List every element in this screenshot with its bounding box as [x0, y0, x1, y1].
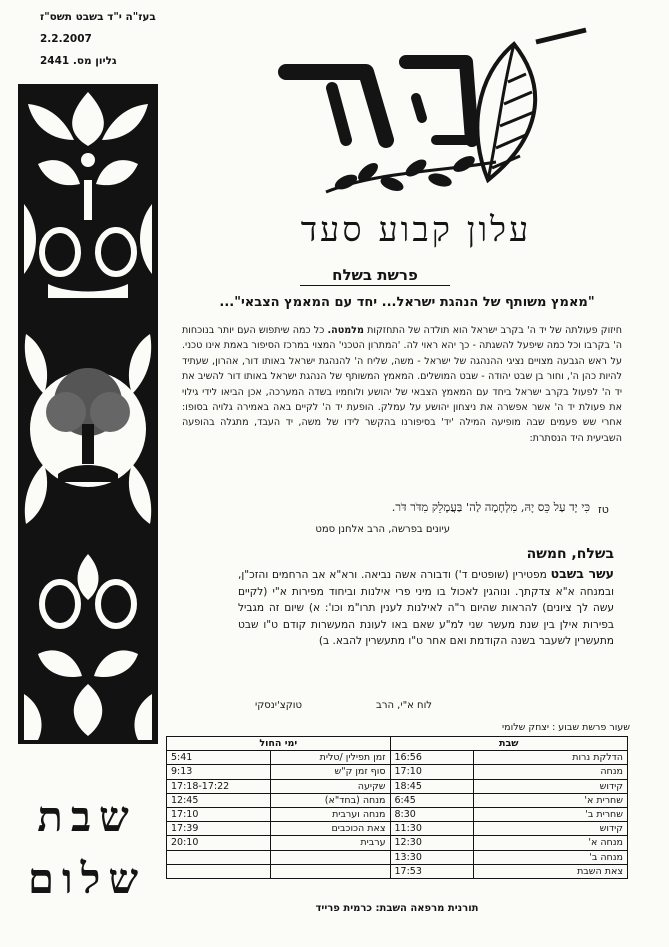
- leaf-icon: [477, 30, 586, 180]
- parasha-title: פרשת בשלח: [300, 266, 450, 286]
- clinic-duty-credit: תורנית מרפאה השבת: כרמית פרייד: [315, 903, 479, 914]
- weekday-label: [270, 864, 390, 878]
- weekday-label: סוף זמן ק"ש: [270, 765, 390, 779]
- verse-number: טז: [598, 503, 609, 516]
- section-lead-bold: עשר בשבט: [550, 566, 614, 581]
- weekday-label: צאת הכוכבים: [270, 822, 390, 836]
- shabbat-time: 12:30: [390, 836, 474, 850]
- weekday-time: 17:18-17:22: [167, 779, 271, 793]
- table-row: [167, 850, 628, 864]
- weekday-label: מנחה (בחד"א): [270, 793, 390, 807]
- weekday-time: 9:13: [167, 765, 271, 779]
- shabbat-shalom-greeting: [8, 786, 166, 916]
- weekday-label: שקיעה: [270, 779, 390, 793]
- section-title: בשלח, חמשה: [526, 546, 614, 562]
- shabbat-time: 11:30: [390, 822, 474, 836]
- shabbat-label: שחרית א': [474, 793, 628, 807]
- shabbat-label: מנחה: [474, 765, 628, 779]
- floral-ornament-panel: [18, 84, 158, 744]
- section-body: [238, 566, 614, 650]
- section-text: מפטירין (שופטים ד') ודבורה אשה נביאה. ורא"א אב הרחמים והזכ"ן, ובמנחה א"א צדקתך. ונוהגין לאכול בו מיני פרי אילנות וביחוד מפירות א"י (לקיים עשה לך ציונים) להראות שהיום ר"ה לאילנות לענין תרו"מ וכו': א) שיום זה מגביל בפירות אילן בין שנת מעשר שני למ"ע שאם באו לעונת המעשרות קודם ט"ו שבט מתעשרין לשעבר בשנה הקודמת ואם אחר ט"ו מתעשרין להבא. ב): [238, 569, 614, 648]
- verse-quote: כִּי יָד עַל כֵּס יָהּ, מִלְחָמָה לַה' בַּעֲמָלֵק מִדֹּר דֹּר.: [391, 500, 590, 514]
- table-row: [167, 779, 628, 793]
- hebrew-date: בעז"ה י"ד בשבט תשס"ז: [40, 11, 156, 23]
- article-lead-bold: מלמטה.: [327, 325, 364, 336]
- masthead-subtitle: עלון קבוע סעד: [300, 210, 532, 250]
- shabbat-time: 16:56: [390, 751, 474, 765]
- weekday-time: 17:10: [167, 807, 271, 821]
- weekday-label: [270, 850, 390, 864]
- shabbat-header: שבת: [390, 737, 627, 751]
- shabbat-time: 8:30: [390, 807, 474, 821]
- weekday-label: ערבית: [270, 836, 390, 850]
- weekday-time: [167, 864, 271, 878]
- weekday-time: 20:10: [167, 836, 271, 850]
- table-row: [167, 807, 628, 821]
- weekday-time: 5:41: [167, 751, 271, 765]
- shabbat-label: קידוש: [474, 822, 628, 836]
- source-byline: עיונים בפרשה, הרב אלחנן סמט: [315, 524, 450, 535]
- shabbat-label: הדלקת נרות: [474, 751, 628, 765]
- table-row: [167, 793, 628, 807]
- issue-info: [40, 6, 168, 72]
- civil-date: 2.2.2007: [40, 33, 92, 45]
- table-header-row: [167, 737, 628, 751]
- weekday-time: [167, 850, 271, 864]
- table-row: [167, 822, 628, 836]
- table-row: [167, 751, 628, 765]
- shabbat-time: 13:30: [390, 850, 474, 864]
- weekday-time: 12:45: [167, 793, 271, 807]
- article-body: [182, 323, 622, 446]
- table-row: [167, 765, 628, 779]
- weekday-label: זמן תפילין /טלית: [270, 751, 390, 765]
- table-row: [167, 864, 628, 878]
- weekday-label: מנחה וערבית: [270, 807, 390, 821]
- article-lead: חיזוק פעולתה של יד ה' בקרב ישראל הוא תולדה של התחזקות: [367, 325, 622, 336]
- shabbat-label: שחרית ב': [474, 807, 628, 821]
- masthead-logo: [236, 22, 596, 212]
- shabbat-label: צאת השבת: [474, 864, 628, 878]
- shabbat-time: 17:10: [390, 765, 474, 779]
- weekday-header: ימי החול: [167, 737, 391, 751]
- weekly-lesson-note: שעור פרשת שבוע : יצחק שלומי: [502, 722, 630, 733]
- prayer-schedule-table: [166, 736, 628, 879]
- calendar-source-title: לוח א"י, הרב: [376, 700, 432, 711]
- weekday-time: 17:39: [167, 822, 271, 836]
- greeting-line-2: שלום: [27, 854, 147, 903]
- article-text: כל כמה שיתפוש העם יותר בנוכחות ה' בקרבו וכל כמה שיפעל להשגתה - כך יהא ראוי לה. 'המתרון הטכני' המצוי במרכז הסיפור באמת אינו טכני. על ראש הגבעה מצויים נציגי ההנהגה של ישראל - משה, שליח ה' להנהגת ישראל באותו דור, אהרון, שעתיד להיות כהן ה', וחור בן שבט יהודה - שבט המושלים. המאמץ המשותף של הנהגת ישראל באותו דור להשיב את יד ה' לפעול בקרב ישראל ביחד עם המאמץ הצבאי של יהושע ולוחמיו בשדה המערכה, אכן הביאו לידי גילוי את פעולת יד ה' אשר אפשרה את ניצחון יהושע על עמלק. הופעת יד ה' לקיים באה באמירה גלויה בסופו: אחרי שש פעמים שבה מופיעה המילה 'יד' בסיפורנו בהקשר לידו של משה, יד העבד, מתגלה בהופעה השביעית היד הנסתרת:: [182, 325, 622, 444]
- article-headline: "מאמץ משותף של הנהגת ישראל... יחד עם המאמץ הצבאי"...: [219, 295, 595, 310]
- shabbat-time: 6:45: [390, 793, 474, 807]
- greeting-line-1: שבת: [37, 792, 137, 841]
- shabbat-label: מנחה ב': [474, 850, 628, 864]
- shabbat-time: 17:53: [390, 864, 474, 878]
- issue-number: גליון מס. 2441: [40, 55, 117, 67]
- calendar-source-line: [196, 700, 582, 714]
- table-row: [167, 836, 628, 850]
- calendar-source-author: טוקצ'ינסקי: [254, 700, 302, 711]
- shabbat-label: מנחה א': [474, 836, 628, 850]
- shabbat-time: 18:45: [390, 779, 474, 793]
- shabbat-label: קידוש: [474, 779, 628, 793]
